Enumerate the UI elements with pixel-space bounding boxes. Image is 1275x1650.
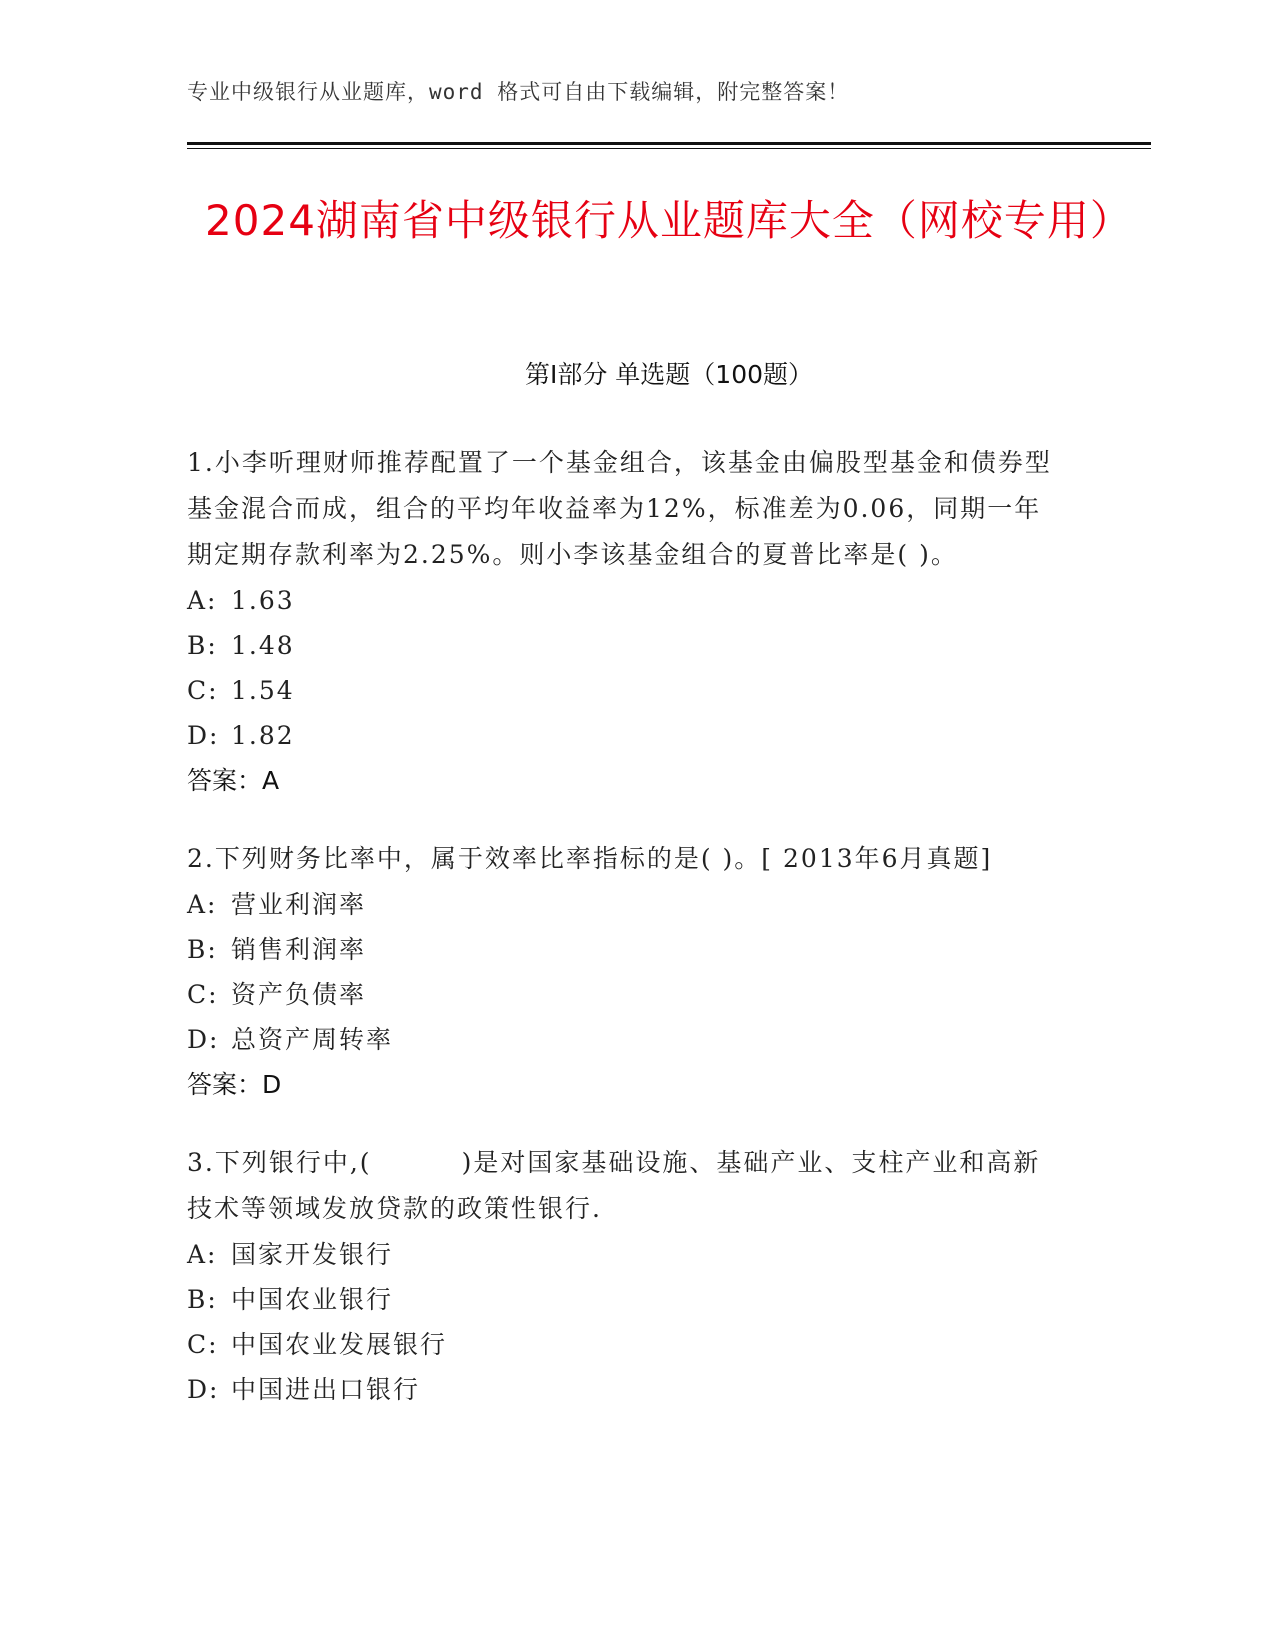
option-letter: A:: [187, 586, 218, 615]
question-stem-part-2: )是对国家基础设施、基础产业、支柱产业和高新技术等领域发放贷款的政策性银行.: [187, 1148, 1041, 1223]
option-letter: C:: [187, 980, 219, 1009]
option-d: [187, 713, 1067, 758]
option-text: 1.82: [231, 721, 295, 750]
option-letter: D:: [187, 1025, 220, 1054]
question-stem: 2.下列财务比率中，属于效率比率指标的是( )。[ 2013年6月真题]: [187, 844, 993, 873]
answer-line: 答案：A: [187, 766, 280, 795]
option-b: [187, 623, 1067, 668]
option-text: 中国进出口银行: [231, 1375, 421, 1404]
option-letter: A:: [187, 1240, 218, 1269]
option-a: [187, 578, 1067, 623]
option-letter: C:: [187, 676, 219, 705]
option-letter: B:: [187, 1285, 218, 1314]
option-text: 中国农业银行: [231, 1285, 394, 1314]
header-note: 专业中级银行从业题库，word 格式可自由下载编辑，附完整答案！: [187, 80, 850, 104]
option-b: [187, 927, 1067, 972]
option-letter: B:: [187, 935, 218, 964]
option-text: 中国农业发展银行: [231, 1330, 448, 1359]
option-b: [187, 1277, 1067, 1322]
option-c: [187, 972, 1067, 1017]
option-c: [187, 1322, 1067, 1367]
option-text: 1.54: [231, 676, 295, 705]
option-letter: B:: [187, 631, 218, 660]
option-d: [187, 1367, 1067, 1412]
section-heading: 第Ⅰ部分 单选题（100题）: [524, 360, 814, 389]
question-stem-part-1: 3.下列银行中,(: [187, 1148, 372, 1177]
question-3: [187, 1140, 1067, 1412]
option-text: 国家开发银行: [231, 1240, 394, 1269]
question-1: [187, 440, 1067, 804]
option-text: 1.48: [231, 631, 295, 660]
option-letter: C:: [187, 1330, 219, 1359]
option-text: 销售利润率: [231, 935, 367, 964]
option-a: [187, 882, 1067, 927]
question-stem: [187, 1140, 1067, 1232]
option-letter: D:: [187, 721, 220, 750]
option-text: 总资产周转率: [231, 1025, 394, 1054]
option-letter: A:: [187, 890, 218, 919]
question-stem: 1.小李听理财师推荐配置了一个基金组合，该基金由偏股型基金和债券型基金混合而成，组合的平均年收益率为12%，标准差为0.06，同期一年期定期存款利率为2.25%。则小李该基金组合的夏普比率是( )。: [187, 448, 1052, 569]
option-c: [187, 668, 1067, 713]
header-divider-thick: [187, 142, 1151, 145]
header-divider-thin: [187, 148, 1151, 149]
option-text: 资产负债率: [231, 980, 367, 1009]
option-a: [187, 1232, 1067, 1277]
question-2: [187, 836, 1067, 1108]
option-letter: D:: [187, 1375, 220, 1404]
option-d: [187, 1017, 1067, 1062]
option-text: 营业利润率: [231, 890, 367, 919]
document-title: 2024湖南省中级银行从业题库大全（网校专用）: [205, 196, 1133, 245]
question-list: [187, 440, 1067, 1444]
option-text: 1.63: [231, 586, 295, 615]
answer-line: 答案：D: [187, 1070, 282, 1099]
